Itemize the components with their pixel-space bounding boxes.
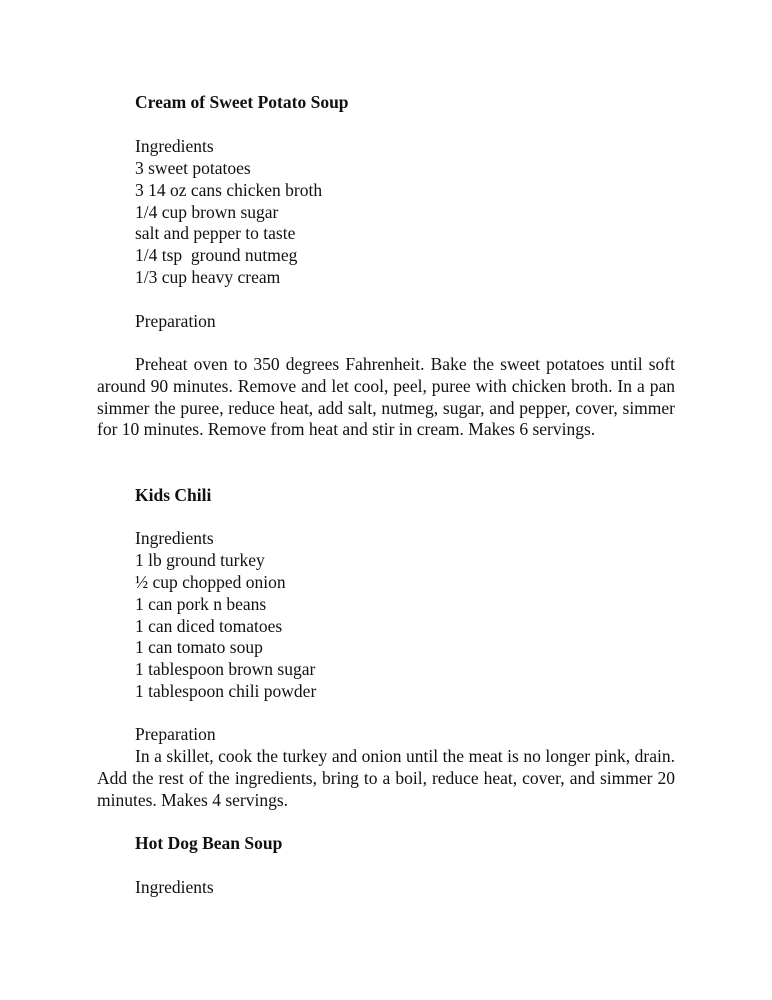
recipe-title: Cream of Sweet Potato Soup — [135, 92, 349, 112]
ingredient-item: 1 can tomato soup — [135, 637, 263, 657]
recipe-title: Hot Dog Bean Soup — [135, 833, 283, 853]
ingredients-heading: Ingredients — [135, 528, 214, 548]
preparation-text: Preheat oven to 350 degrees Fahrenheit. Bake the sweet potatoes until soft around 90 minutes. Remove and let cool, peel, puree with chicken broth. In a pan simmer the puree, reduce heat, add salt, nutmeg, sugar, and pepper, cover, simmer for 10 minutes. Remove from heat and stir in cream. Makes 6 servings. — [97, 354, 675, 440]
ingredients-heading: Ingredients — [135, 877, 214, 897]
ingredient-item: 3 14 oz cans chicken broth — [135, 180, 323, 200]
ingredient-item: 1/4 cup brown sugar — [135, 202, 279, 222]
ingredient-item: salt and pepper to taste — [135, 223, 296, 243]
ingredient-item: 1 tablespoon brown sugar — [135, 659, 316, 679]
preparation-text: In a skillet, cook the turkey and onion until the meat is no longer pink, drain. Add the rest of the ingredients, bring to a boil, reduce heat, cover, and simmer 20 minutes. Makes 4 servings. — [97, 746, 675, 810]
ingredient-item: 1 can diced tomatoes — [135, 616, 283, 636]
ingredient-item: 3 sweet potatoes — [135, 158, 251, 178]
preparation-heading: Preparation — [135, 311, 216, 331]
ingredient-item: 1 can pork n beans — [135, 594, 267, 614]
ingredients-heading: Ingredients — [135, 136, 214, 156]
ingredient-item: 1/4 tsp ground nutmeg — [135, 245, 298, 265]
ingredient-item: 1 lb ground turkey — [135, 550, 265, 570]
ingredient-item: ½ cup chopped onion — [135, 572, 286, 592]
preparation-heading: Preparation — [135, 724, 216, 744]
recipe-title: Kids Chili — [135, 485, 212, 505]
ingredient-item: 1 tablespoon chili powder — [135, 681, 317, 701]
ingredient-item: 1/3 cup heavy cream — [135, 267, 281, 287]
